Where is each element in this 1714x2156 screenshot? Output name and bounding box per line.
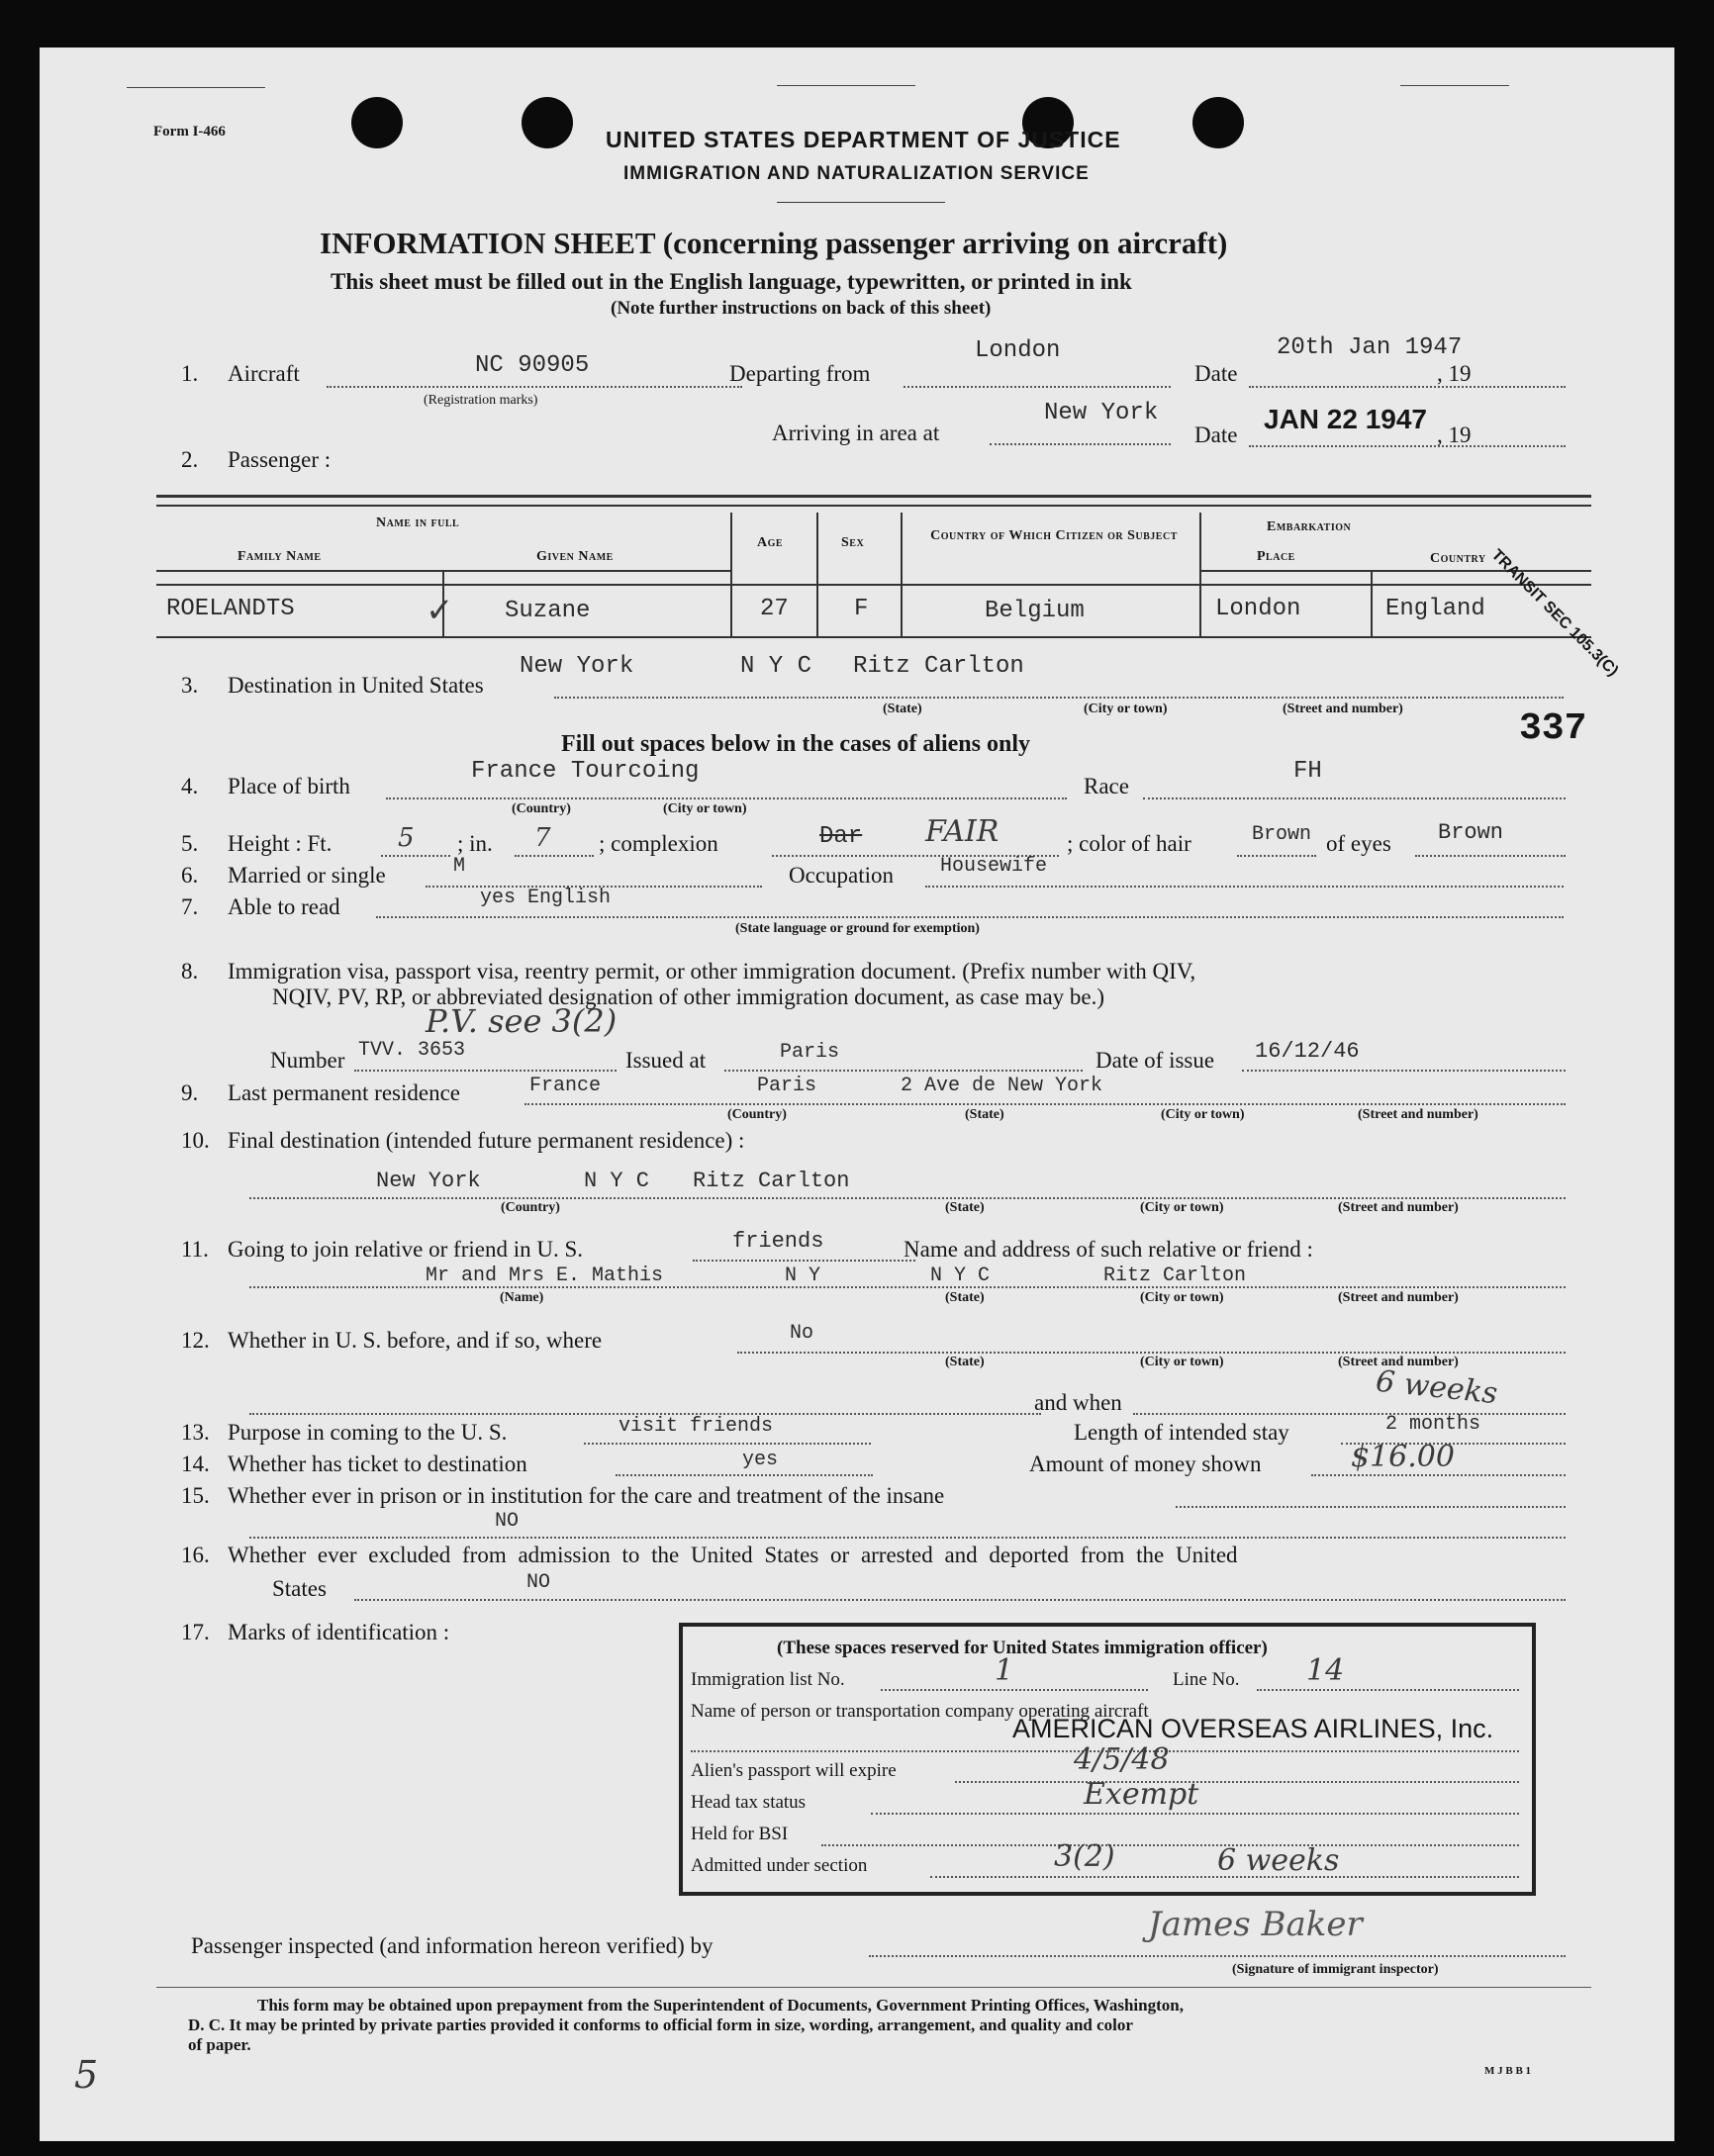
prison-label: Whether ever in prison or in institution for the care and treatment of the insane [228, 1483, 945, 1508]
ticket-value: yes [742, 1449, 779, 1471]
issued-label: Issued at [625, 1048, 707, 1073]
department-heading: UNITED STATES DEPARTMENT OF JUSTICE [606, 127, 1121, 152]
arrival-date-stamp: JAN 22 1947 [1264, 404, 1428, 434]
dotted-line [1237, 855, 1316, 857]
country-header: Country [1430, 551, 1486, 566]
field-caption: (Street and number) [1283, 702, 1403, 716]
final-state-value: N Y C [584, 1169, 650, 1193]
top-mark [127, 87, 265, 88]
head-tax-value: Exempt [1084, 1777, 1199, 1812]
line-value: 14 [1306, 1653, 1345, 1688]
arriving-value: New York [1044, 400, 1159, 426]
footer-text: of paper. [188, 2035, 251, 2054]
dotted-line [616, 1474, 873, 1476]
country-citizen-header: Country of Which Citizen or Subject [930, 528, 1178, 543]
field-caption: (City or town) [1084, 702, 1168, 716]
arriving-label: Arriving in area at [772, 421, 940, 445]
company-stamp: AMERICAN OVERSEAS AIRLINES, Inc. [1012, 1714, 1494, 1743]
dotted-line [1257, 1689, 1519, 1691]
ticket-label: Whether has ticket to destination [228, 1452, 527, 1476]
field-caption: (State) [945, 1200, 985, 1215]
item-number: 6. [181, 863, 199, 888]
item-number: 11. [181, 1237, 209, 1262]
given-name-value: Suzane [505, 598, 591, 624]
departing-label: Departing from [729, 361, 871, 386]
when-label: and when [1034, 1390, 1122, 1415]
item-number: 13. [181, 1420, 210, 1445]
visa-handwritten-note: P.V. see 3(2) [426, 1002, 618, 1040]
footer-divider [156, 1987, 1591, 1988]
check-mark: ✓ [426, 591, 454, 630]
field-caption: (State language or ground for exemption) [735, 921, 980, 936]
occupation-value: Housewife [940, 855, 1048, 878]
field-caption: (Country) [501, 1200, 560, 1215]
embarkation-header: Embarkation [1267, 519, 1352, 534]
stamp-number: 337 [1519, 707, 1587, 750]
visa-number-value: TVV. 3653 [358, 1039, 466, 1062]
family-name-header: Family Name [238, 549, 322, 564]
officer-box [679, 1623, 1536, 1896]
item-number: 14. [181, 1452, 210, 1476]
inches-label: ; in. [457, 831, 493, 856]
bsi-label: Held for BSI [691, 1824, 789, 1844]
form-sheet [40, 47, 1674, 2141]
field-caption: (State) [945, 1290, 985, 1305]
destination-label: Destination in United States [228, 673, 484, 698]
relative-name-value: Mr and Mrs E. Mathis [426, 1265, 664, 1287]
citizen-value: Belgium [985, 598, 1085, 624]
dotted-line [871, 1813, 1519, 1815]
race-label: Race [1084, 774, 1129, 798]
dotted-line [515, 855, 594, 857]
dotted-line [955, 1781, 1519, 1783]
relative-name-label: Name and address of such relative or friend : [904, 1237, 1313, 1262]
purpose-label: Purpose in coming to the U. S. [228, 1420, 508, 1445]
given-name-header: Given Name [536, 549, 614, 564]
transit-stamp: TRANSIT SEC 105.3(C) [1487, 546, 1622, 680]
family-name-value: ROELANDTS [166, 596, 295, 622]
item-number: 15. [181, 1483, 210, 1508]
height-ft-value: 5 [398, 823, 415, 853]
sex-header: Sex [841, 535, 865, 550]
dotted-line [249, 1537, 1566, 1539]
destination-state-value: New York [520, 653, 634, 680]
registration-caption: (Registration marks) [424, 393, 538, 408]
final-destination-label: Final destination (intended future permanent residence) : [228, 1128, 745, 1153]
stay-value: 2 months [1385, 1413, 1481, 1436]
hair-value: Brown [1252, 823, 1312, 846]
dotted-line [737, 1352, 1566, 1354]
excluded-value: NO [526, 1571, 551, 1594]
dotted-line [354, 1599, 1566, 1601]
prison-value: NO [495, 1510, 520, 1533]
departing-value: London [975, 337, 1061, 364]
dotted-line [1143, 797, 1566, 799]
dotted-line [386, 797, 1067, 799]
dotted-line [1311, 1474, 1566, 1476]
dotted-line [724, 1070, 1083, 1072]
sex-value: F [854, 596, 869, 622]
print-code: M J B B 1 [1484, 2065, 1532, 2077]
year-prefix: , 19 [1437, 422, 1472, 447]
inspected-label: Passenger inspected (and information hereon verified) by [191, 1933, 714, 1958]
dotted-line [990, 443, 1171, 445]
join-value: friends [732, 1229, 824, 1254]
excluded-label: Whether ever excluded from admission to the United States or arrested and deported from the United [228, 1543, 1238, 1567]
field-caption: (City or town) [1140, 1200, 1224, 1215]
purpose-value: visit friends [619, 1415, 774, 1438]
field-caption: (Country) [512, 801, 571, 816]
dotted-line [249, 1197, 1566, 1199]
dotted-line [1415, 855, 1566, 857]
date-label: Date [1194, 361, 1238, 386]
top-mark [777, 85, 915, 86]
residence-country-value: France [529, 1075, 602, 1097]
divider [777, 202, 945, 203]
item-number: 12. [181, 1328, 210, 1353]
dotted-line [869, 1955, 1566, 1957]
item-number: 8. [181, 959, 199, 984]
item-number: 9. [181, 1080, 199, 1105]
money-label: Amount of money shown [1029, 1452, 1262, 1476]
field-caption: (Street and number) [1338, 1355, 1459, 1369]
margin-mark: 5 [74, 2053, 99, 2097]
dotted-line [584, 1443, 871, 1445]
field-caption: (Name) [500, 1290, 544, 1305]
dotted-line [1249, 386, 1566, 388]
birth-label: Place of birth [228, 774, 350, 798]
line-label: Line No. [1173, 1669, 1240, 1690]
number-label: Number [270, 1048, 345, 1073]
footer-text: D. C. It may be printed by private parties provided it conforms to official form in size, wording, arrangement, and quality and color [188, 2015, 1133, 2034]
passport-expire-value: 4/5/48 [1074, 1742, 1170, 1777]
before-value: No [790, 1322, 814, 1345]
page-title: INFORMATION SHEET (concerning passenger arriving on aircraft) [320, 226, 1228, 260]
dotted-line [881, 1689, 1148, 1691]
money-value: $16.00 [1351, 1440, 1455, 1474]
dotted-line [1133, 1413, 1566, 1415]
read-label: Able to read [228, 894, 340, 919]
dotted-line [376, 916, 1564, 918]
dotted-line [327, 386, 742, 388]
destination-city-value: N Y C [740, 653, 812, 680]
eyes-value: Brown [1438, 820, 1504, 845]
field-caption: (State) [883, 702, 922, 716]
punch-hole [522, 97, 573, 148]
inspector-signature: James Baker [1148, 1905, 1363, 1944]
married-value: M [453, 855, 466, 878]
excluded-label-cont: States [272, 1576, 327, 1601]
residence-state-value: Paris [757, 1075, 817, 1097]
eyes-label: of eyes [1326, 831, 1391, 856]
embark-country-value: England [1385, 596, 1485, 622]
relative-state-value: N Y [785, 1265, 821, 1287]
complexion-struck-value: Dar [819, 823, 863, 850]
occupation-label: Occupation [789, 863, 895, 888]
read-value: yes English [480, 887, 612, 909]
residence-street-value: 2 Ave de New York [901, 1075, 1103, 1097]
year-prefix: , 19 [1437, 361, 1472, 386]
passport-expire-label: Alien's passport will expire [691, 1760, 897, 1781]
list-value: 1 [995, 1653, 1014, 1688]
aircraft-label: Aircraft [228, 361, 300, 386]
destination-street-value: Ritz Carlton [853, 653, 1024, 680]
final-country-value: New York [376, 1169, 481, 1193]
item-number: 2. [181, 447, 199, 472]
residence-label: Last permanent residence [228, 1080, 460, 1105]
age-header: Age [757, 535, 784, 550]
field-caption: (City or town) [1140, 1290, 1224, 1305]
item-number: 7. [181, 894, 199, 919]
dotted-line [1249, 445, 1566, 447]
married-label: Married or single [228, 863, 386, 888]
item-number: 4. [181, 774, 199, 798]
complexion-value: FAIR [925, 814, 1000, 849]
service-heading: IMMIGRATION AND NATURALIZATION SERVICE [623, 163, 1090, 184]
relative-street-value: Ritz Carlton [1103, 1265, 1247, 1287]
item-number: 17. [181, 1620, 210, 1644]
signature-caption: (Signature of immigrant inspector) [1232, 1962, 1439, 1977]
dotted-line [904, 386, 1171, 388]
race-value: FH [1293, 758, 1322, 785]
join-label: Going to join relative or friend in U. S. [228, 1237, 583, 1262]
aircraft-value: NC 90905 [475, 352, 590, 379]
issued-value: Paris [780, 1041, 840, 1064]
embark-place-value: London [1215, 596, 1301, 622]
dotted-line [925, 886, 1564, 888]
punch-hole [351, 97, 403, 148]
dotted-line [1176, 1506, 1566, 1508]
dotted-line [354, 1070, 617, 1072]
visa-text-line: NQIV, PV, RP, or abbreviated designation of other immigration document, as case may be.) [272, 984, 1105, 1009]
field-caption: (Street and number) [1358, 1107, 1478, 1122]
punch-hole [1192, 97, 1244, 148]
item-number: 1. [181, 361, 199, 386]
section-label: Admitted under section [691, 1855, 868, 1876]
section-value: 3(2) [1054, 1839, 1115, 1874]
issue-date-label: Date of issue [1095, 1048, 1215, 1073]
visa-text-line: Immigration visa, passport visa, reentry permit, or other immigration document. (Prefix number with QIV, [228, 959, 1196, 984]
field-caption: (City or town) [1140, 1355, 1224, 1369]
passenger-label: Passenger : [228, 447, 332, 472]
marks-label: Marks of identification : [228, 1620, 450, 1644]
field-caption: (State) [965, 1107, 1004, 1122]
issue-date-value: 16/12/46 [1255, 1039, 1360, 1064]
note-line: (Note further instructions on back of this sheet) [611, 298, 992, 319]
height-label: Height : Ft. [228, 831, 333, 856]
head-tax-label: Head tax status [691, 1792, 807, 1813]
field-caption: (Street and number) [1338, 1200, 1459, 1215]
instruction-line: This sheet must be filled out in the English language, typewritten, or printed in ink [331, 269, 1132, 294]
birth-value: France Tourcoing [471, 758, 700, 785]
stay-label: Length of intended stay [1074, 1420, 1289, 1445]
field-caption: (Country) [727, 1107, 787, 1122]
age-value: 27 [760, 596, 789, 622]
item-number: 16. [181, 1543, 210, 1567]
officer-box-title: (These spaces reserved for United States immigration officer) [777, 1638, 1268, 1658]
item-number: 5. [181, 831, 199, 856]
dotted-line [821, 1844, 1519, 1846]
name-in-full-header: Name in full [376, 516, 460, 530]
handwritten-duration: 6 weeks [1374, 1363, 1499, 1412]
before-label: Whether in U. S. before, and if so, where [228, 1328, 603, 1353]
departure-date-value: 20th Jan 1947 [1277, 334, 1463, 361]
dotted-line [1242, 1070, 1566, 1072]
field-caption: (Street and number) [1338, 1290, 1459, 1305]
dotted-line [381, 855, 450, 857]
field-caption: (City or town) [1161, 1107, 1245, 1122]
date-label: Date [1194, 422, 1238, 447]
field-caption: (City or town) [663, 801, 747, 816]
footer-text: This form may be obtained upon prepayment from the Superintendent of Documents, Government Printing Offices, Washington, [257, 1996, 1184, 2015]
dotted-line [693, 1260, 915, 1262]
dotted-line [524, 1103, 1566, 1105]
hair-label: ; color of hair [1067, 831, 1191, 856]
aliens-heading: Fill out spaces below in the cases of aliens only [561, 731, 1031, 757]
relative-city-value: N Y C [930, 1265, 991, 1287]
top-mark [1400, 85, 1509, 86]
complexion-label: ; complexion [599, 831, 718, 856]
section-note: 6 weeks [1217, 1843, 1340, 1878]
field-caption: (State) [945, 1355, 985, 1369]
company-label: Name of person or transportation company operating aircraft [691, 1701, 1149, 1722]
form-number: Form I-466 [153, 124, 226, 140]
place-header: Place [1257, 549, 1295, 564]
dotted-line [554, 697, 1564, 699]
item-number: 10. [181, 1128, 210, 1153]
final-city-value: Ritz Carlton [693, 1169, 850, 1193]
height-in-value: 7 [534, 823, 551, 853]
item-number: 3. [181, 673, 199, 698]
list-label: Immigration list No. [691, 1669, 845, 1690]
